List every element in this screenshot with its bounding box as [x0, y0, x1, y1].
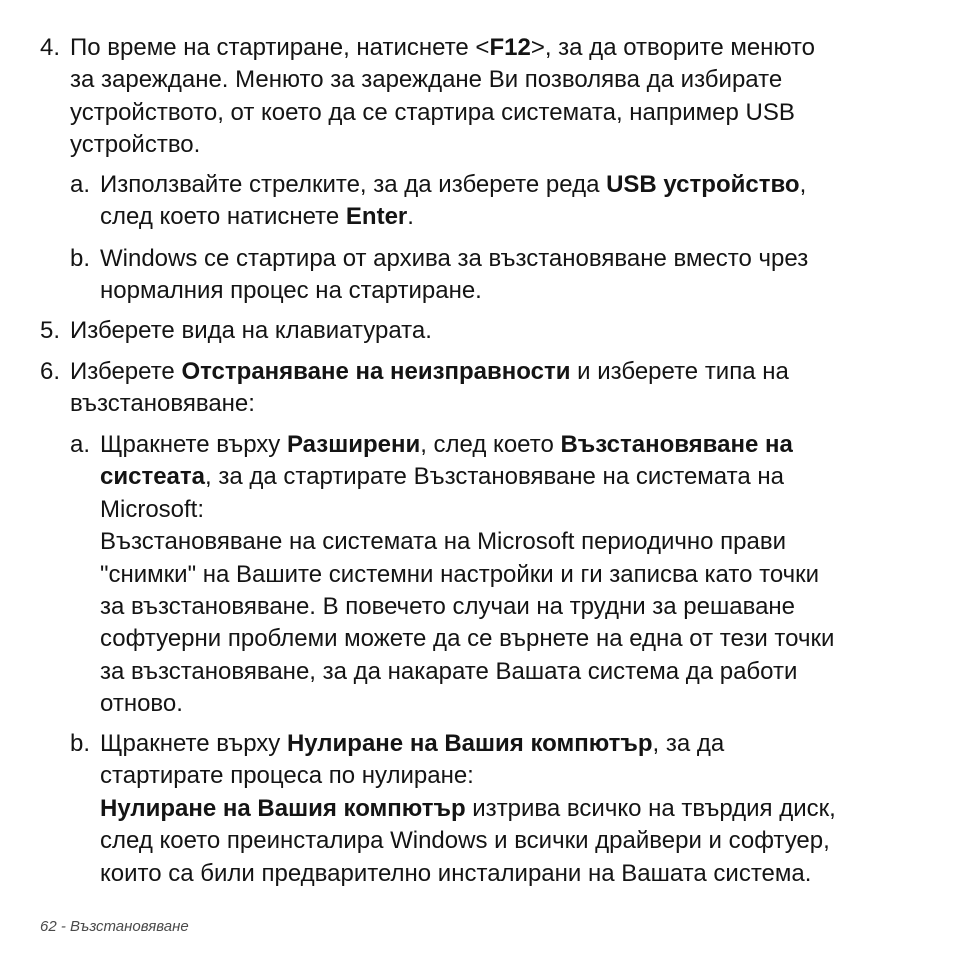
text-run: за възстановяване. В повечето случаи на трудни за решаване [100, 592, 796, 620]
list-marker: a. [70, 431, 91, 458]
bold-text: Разширени [286, 431, 421, 458]
text-run: изтрива всичко на твърдия диск, [465, 794, 836, 822]
list-marker: a. [70, 171, 91, 198]
text-line [100, 623, 914, 655]
text-line [70, 356, 914, 388]
list-marker: 4. [40, 34, 61, 61]
bold-text: систеата [100, 463, 205, 491]
text-run: устройството, от което да се стартира системата, например USB [70, 98, 795, 126]
text-line [70, 129, 914, 161]
text-run: и изберете типа на [570, 358, 789, 385]
text-line [100, 825, 914, 857]
text-run: за възстановяване, за да накарате Вашата система да работи [100, 657, 798, 685]
text-line [100, 526, 914, 558]
text-run: >, за да отворите менюто [530, 34, 815, 61]
text-run: стартирате процеса по нулиране: [100, 762, 474, 790]
page-footer: 62 - Възстановяване [40, 918, 189, 935]
text-line [100, 275, 914, 307]
text-run: след което преинсталира Windows и всички драйвери и софтуер, [100, 827, 830, 855]
text-line [100, 728, 914, 760]
list-item [100, 243, 914, 308]
list-marker: 6. [40, 358, 61, 385]
text-run: Използвайте стрелките, за да изберете реда [100, 171, 607, 198]
bold-text: Enter [345, 203, 408, 231]
list-item [70, 356, 914, 421]
list-marker: 5. [40, 317, 61, 344]
bold-text: Нулиране на Вашия компютър [100, 794, 466, 822]
bold-text: Нулиране на Вашия компютър [286, 730, 653, 757]
text-run: Щракнете върху [100, 431, 287, 458]
list-marker: b. [70, 730, 91, 757]
text-line [100, 688, 914, 720]
text-line [70, 97, 914, 129]
text-line [100, 760, 914, 792]
text-run: , [799, 171, 807, 198]
list-item [70, 32, 914, 162]
list-item [100, 429, 914, 721]
text-run: софтуерни проблеми можете да се върнете на една от тези точки [100, 625, 835, 653]
text-line [100, 591, 914, 623]
text-run: , за да стартирате Възстановяване на системата на [205, 463, 784, 491]
bold-text: USB устройство [606, 171, 800, 198]
text-run: след което натиснете [100, 203, 346, 231]
text-line [70, 388, 914, 420]
bold-text: F12 [489, 34, 531, 61]
text-line [100, 793, 914, 825]
text-run: които са били предварително инсталирани на Вашата система. [100, 859, 812, 887]
text-run: Щракнете върху [100, 730, 287, 757]
text-run: , за да [652, 730, 725, 757]
text-line [70, 64, 914, 96]
text-run: . [407, 203, 414, 231]
text-line [100, 858, 914, 890]
text-run: Изберете вида на клавиатурата. [70, 317, 432, 344]
text-line [100, 429, 914, 461]
text-line [100, 656, 914, 688]
text-run: възстановяване: [70, 390, 255, 418]
text-run: устройство. [70, 131, 201, 159]
text-run: По време на стартиране, натиснете < [70, 34, 490, 61]
text-run: Възстановяване на системата на Microsoft периодично прави [100, 528, 787, 556]
list-marker: b. [70, 245, 91, 272]
bold-text: Отстраняване на неизправности [181, 358, 571, 385]
text-line [100, 169, 914, 201]
text-run: Windows се стартира от архива за възстановяване вместо чрез [100, 245, 809, 272]
text-run: , след което [420, 431, 561, 458]
text-line [70, 315, 914, 347]
text-line [100, 559, 914, 591]
text-line [100, 461, 914, 493]
text-run: нормалния процес на стартиране. [100, 277, 482, 305]
text-run: "снимки" на Вашите системни настройки и ги записва като точки [100, 560, 820, 588]
text-run: Microsoft: [100, 495, 205, 523]
text-line [70, 32, 914, 64]
text-run: отново. [100, 690, 183, 718]
text-line [100, 494, 914, 526]
text-run: за зареждане. Менюто за зареждане Ви позволява да избирате [70, 66, 783, 94]
list-item [70, 315, 914, 347]
list-item [100, 169, 914, 234]
text-line [100, 243, 914, 275]
text-run: Изберете [70, 358, 182, 385]
list-item [100, 728, 914, 890]
text-line [100, 201, 914, 233]
bold-text: Възстановяване на [560, 431, 793, 458]
